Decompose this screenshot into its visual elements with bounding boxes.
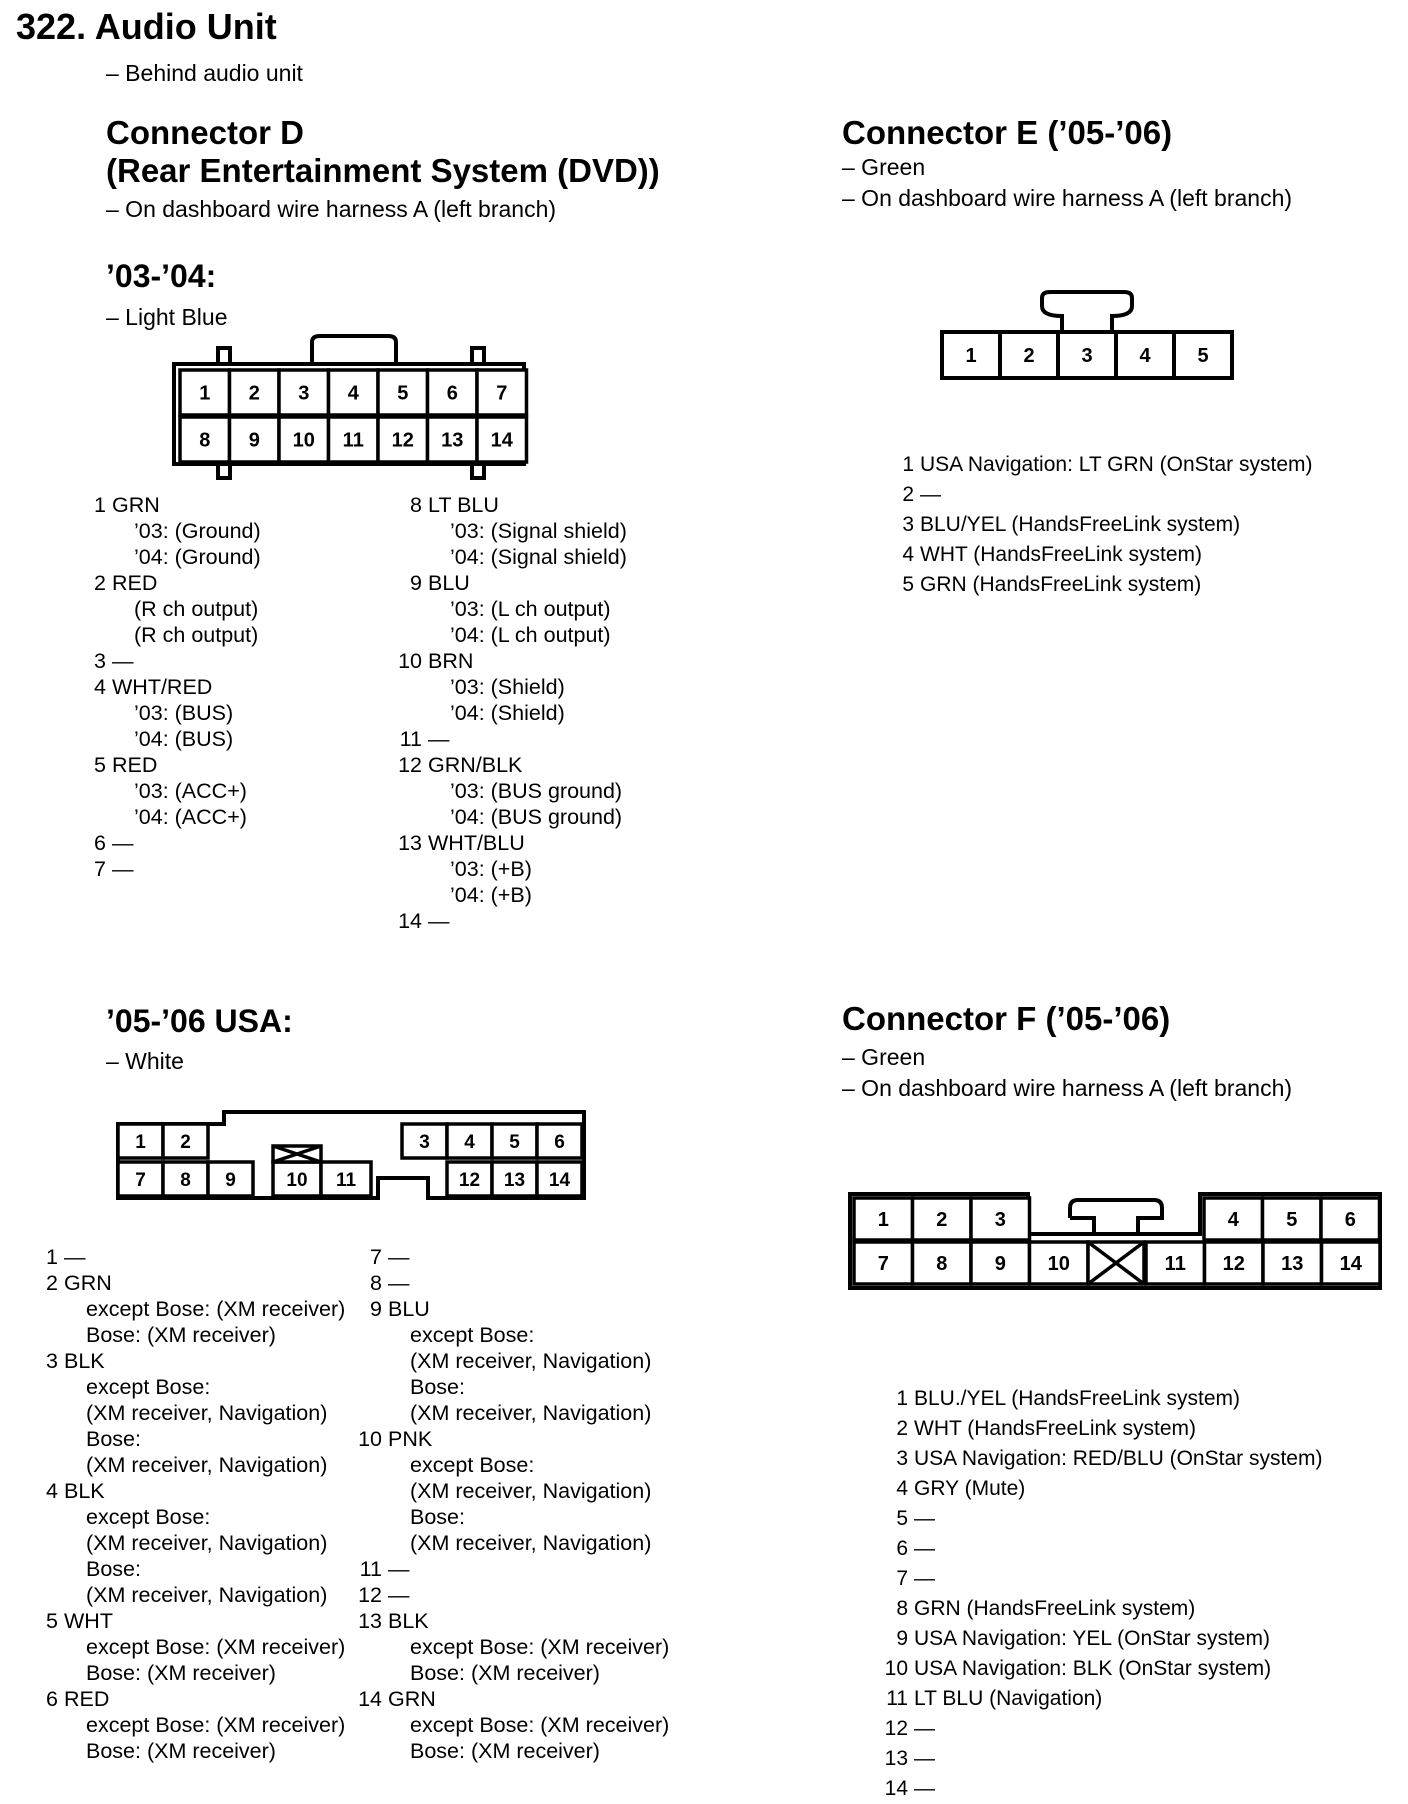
d0506-pin-10: 10 (286, 1169, 308, 1191)
pin-entry-12 (396, 752, 627, 830)
pin-entry-8 (396, 492, 627, 570)
pin-detail: Bose: (XM receiver) (410, 1739, 600, 1763)
pin-description: — (914, 1717, 935, 1740)
pin-detail: (R ch output) (134, 597, 259, 621)
pin-detail: (R ch output) (134, 623, 259, 647)
pin-wire-color: — (388, 1245, 410, 1269)
pin-detail: except Bose: (XM receiver) (86, 1635, 346, 1659)
f-pin-4: 4 (1227, 1209, 1239, 1232)
pin-number: 9 (896, 1627, 908, 1650)
d0506-pin-1: 1 (135, 1131, 146, 1153)
d0304-pin-1: 1 (199, 382, 211, 405)
pin-entry-11 (356, 1556, 669, 1582)
pin-entry-3 (882, 1444, 1322, 1474)
f-pin-10: 10 (1047, 1253, 1070, 1276)
pin-description: WHT (HandsFreeLink system) (914, 1417, 1197, 1440)
pin-number: 6 (94, 831, 106, 855)
pin-detail: ’03: (BUS ground) (450, 779, 623, 803)
pin-number: 7 (370, 1245, 382, 1269)
pin-wire-color: WHT (64, 1609, 113, 1633)
pin-entry-14 (396, 908, 627, 934)
pin-wire-color: WHT/RED (112, 675, 213, 699)
connector-d-header (106, 114, 660, 223)
pin-number: 8 (370, 1271, 382, 1295)
pin-number: 6 (46, 1687, 58, 1711)
pin-number: 4 (896, 1477, 908, 1500)
f-pin-13: 13 (1281, 1253, 1304, 1276)
pin-number: 10 (358, 1427, 382, 1451)
pin-wire-color: RED (112, 571, 158, 595)
pin-number: 7 (896, 1567, 908, 1590)
pin-description: — (914, 1747, 935, 1770)
pin-entry-3 (888, 510, 1313, 540)
pin-wire-color: — (388, 1271, 410, 1295)
d0304-pin-4: 4 (347, 382, 359, 405)
pin-number: 8 (410, 493, 422, 517)
pin-wire-color: — (428, 727, 450, 751)
d0304-pin-13: 13 (441, 429, 464, 452)
e-pin-2: 2 (1023, 345, 1035, 368)
connector-d-0304-left-pins (80, 492, 261, 882)
pin-description: LT BLU (Navigation) (914, 1687, 1103, 1710)
pin-detail: Bose: (86, 1427, 141, 1451)
d0506-pin-12: 12 (458, 1169, 481, 1191)
pin-detail: ’04: (+B) (450, 883, 532, 907)
pin-detail: (XM receiver, Navigation) (410, 1531, 652, 1555)
pin-entry-2 (80, 570, 261, 648)
d0506-pin-13: 13 (503, 1169, 526, 1191)
f-pin-2: 2 (936, 1209, 948, 1232)
pin-detail: except Bose: (86, 1505, 211, 1529)
pin-wire-color: PNK (388, 1427, 433, 1451)
pin-description: GRN (HandsFreeLink system) (920, 573, 1202, 596)
pin-number: 1 (902, 453, 914, 476)
pin-wire-color: BLK (64, 1479, 105, 1503)
pin-number: 13 (358, 1609, 382, 1633)
pin-wire-color: GRN/BLK (428, 753, 523, 777)
pin-wire-color: RED (64, 1687, 110, 1711)
pin-number: 14 (398, 909, 422, 933)
pin-description: BLU/YEL (HandsFreeLink system) (920, 513, 1241, 536)
e-pin-1: 1 (965, 345, 977, 368)
pin-entry-10 (396, 648, 627, 726)
pin-detail: except Bose: (XM receiver) (410, 1635, 670, 1659)
pin-number: 8 (896, 1597, 908, 1620)
pin-number: 4 (902, 543, 914, 566)
connector-d-subtitle: (Rear Entertainment System (DVD)) (106, 152, 660, 189)
d0506-pin-2: 2 (180, 1131, 191, 1153)
pin-detail: Bose: (86, 1557, 141, 1581)
pin-entry-2 (32, 1270, 345, 1348)
pin-detail: ’03: (ACC+) (134, 779, 247, 803)
pin-wire-color: LT BLU (428, 493, 499, 517)
connector-f-location: – On dashboard wire harness A (left branch) (842, 1075, 1293, 1101)
pin-number: 4 (94, 675, 106, 699)
f-pin-5: 5 (1286, 1209, 1298, 1232)
pin-number: 12 (358, 1583, 382, 1607)
connector-d-0506-left-pins (32, 1244, 345, 1764)
pin-number: 13 (884, 1747, 908, 1770)
connector-d-0304-diagram (170, 330, 540, 490)
pin-number: 3 (46, 1349, 58, 1373)
connector-d-0506-color: – White (106, 1048, 184, 1074)
pin-entry-11 (396, 726, 627, 752)
connector-e-title: Connector E (’05-’06) (842, 114, 1173, 151)
pin-number: 14 (358, 1687, 382, 1711)
pin-detail: ’03: (+B) (450, 857, 532, 881)
pin-entry-4 (80, 674, 261, 752)
pin-entry-3 (32, 1348, 345, 1478)
pin-entry-9 (356, 1296, 669, 1426)
pin-number: 9 (370, 1297, 382, 1321)
pin-description: GRY (Mute) (914, 1477, 1026, 1500)
pin-number: 1 (46, 1245, 58, 1269)
d0506-pin-3: 3 (419, 1131, 430, 1153)
f-pin-11: 11 (1164, 1253, 1186, 1276)
d0506-pin-7: 7 (135, 1169, 146, 1191)
connector-f-diagram (848, 1186, 1388, 1296)
f-pin-12: 12 (1222, 1253, 1245, 1276)
pin-detail: (XM receiver, Navigation) (86, 1453, 328, 1477)
f-pin-9: 9 (994, 1253, 1006, 1276)
pin-detail: ’04: (Signal shield) (450, 545, 627, 569)
pin-description: — (914, 1567, 935, 1590)
pin-number: 10 (884, 1657, 908, 1680)
pin-detail: Bose: (XM receiver) (410, 1661, 600, 1685)
pin-entry-12 (882, 1714, 1322, 1744)
pin-number: 2 (46, 1271, 58, 1295)
pin-entry-6 (80, 830, 261, 856)
f-pin-8: 8 (936, 1253, 948, 1276)
pin-detail: (XM receiver, Navigation) (86, 1583, 328, 1607)
pin-detail: except Bose: (XM receiver) (410, 1713, 670, 1737)
pin-entry-1 (80, 492, 261, 570)
pin-number: 3 (896, 1447, 908, 1470)
pin-wire-color: GRN (64, 1271, 112, 1295)
pin-detail: ’04: (ACC+) (134, 805, 247, 829)
pin-number: 1 (94, 493, 106, 517)
pin-wire-color: — (428, 909, 450, 933)
pin-entry-6 (32, 1686, 345, 1764)
e-pin-3: 3 (1081, 345, 1093, 368)
d0304-pin-2: 2 (248, 382, 260, 405)
d0506-pin-4: 4 (464, 1131, 475, 1153)
pin-detail: ’03: (BUS) (134, 701, 234, 725)
pin-detail: except Bose: (XM receiver) (86, 1297, 346, 1321)
pin-detail: ’04: (Ground) (134, 545, 261, 569)
pin-entry-5 (882, 1504, 1322, 1534)
pin-description: WHT (HandsFreeLink system) (920, 543, 1203, 566)
pin-entry-3 (80, 648, 261, 674)
pin-number: 5 (896, 1507, 908, 1530)
connector-f-color: – Green (842, 1044, 926, 1070)
pin-detail: (XM receiver, Navigation) (410, 1401, 652, 1425)
pin-entry-2 (882, 1414, 1322, 1444)
pin-entry-8 (882, 1594, 1322, 1624)
d0304-pin-6: 6 (446, 382, 458, 405)
d0506-pin-6: 6 (554, 1131, 565, 1153)
d0304-pin-11: 11 (342, 429, 364, 452)
pin-number: 5 (94, 753, 106, 777)
pin-wire-color: — (388, 1583, 410, 1607)
pin-description: — (914, 1537, 935, 1560)
pin-number: 11 (886, 1687, 908, 1710)
d0304-pin-14: 14 (490, 429, 513, 452)
pin-number: 10 (398, 649, 422, 673)
pin-entry-14 (882, 1774, 1322, 1804)
pin-description: — (920, 483, 941, 506)
d0304-pin-10: 10 (292, 429, 315, 452)
pin-number: 5 (902, 573, 914, 596)
pin-detail: (XM receiver, Navigation) (410, 1479, 652, 1503)
pin-entry-12 (356, 1582, 669, 1608)
d0304-pin-3: 3 (298, 382, 310, 405)
pin-description: USA Navigation: LT GRN (OnStar system) (920, 453, 1313, 476)
pin-wire-color: BLU (428, 571, 470, 595)
pin-detail: Bose: (XM receiver) (86, 1323, 276, 1347)
pin-entry-4 (32, 1478, 345, 1608)
pin-description: — (914, 1507, 935, 1530)
pin-wire-color: WHT/BLU (428, 831, 525, 855)
connector-d-0304-heading: ’03-’04: (106, 258, 217, 294)
pin-description: GRN (HandsFreeLink system) (914, 1597, 1196, 1620)
page-location: – Behind audio unit (106, 60, 303, 86)
connector-e-header (842, 114, 1292, 212)
pin-wire-color: — (112, 649, 134, 673)
pin-wire-color: — (112, 857, 134, 881)
f-pin-6: 6 (1344, 1209, 1356, 1232)
pin-entry-9 (396, 570, 627, 648)
connector-d-0506-heading: ’05-’06 USA: (106, 1003, 293, 1039)
pin-wire-color: — (388, 1557, 410, 1581)
pin-description: USA Navigation: YEL (OnStar system) (914, 1627, 1270, 1650)
connector-d-0304-right-pins (396, 492, 627, 934)
pin-number: 6 (896, 1537, 908, 1560)
pin-entry-1 (888, 450, 1313, 480)
pin-number: 13 (398, 831, 422, 855)
connector-e-location: – On dashboard wire harness A (left branch) (842, 185, 1293, 211)
pin-detail: Bose: (410, 1505, 465, 1529)
pin-entry-1 (882, 1384, 1322, 1414)
d0304-pin-9: 9 (248, 429, 260, 452)
e-pin-5: 5 (1197, 345, 1209, 368)
pin-number: 2 (94, 571, 106, 595)
pin-detail: except Bose: (410, 1453, 535, 1477)
pin-detail: ’04: (BUS) (134, 727, 234, 751)
e-pin-4: 4 (1139, 345, 1151, 368)
d0506-pin-14: 14 (548, 1169, 571, 1191)
pin-detail: ’03: (L ch output) (450, 597, 611, 621)
pin-wire-color: — (112, 831, 134, 855)
pin-entry-9 (882, 1624, 1322, 1654)
connector-f-title: Connector F (’05-’06) (842, 1000, 1171, 1037)
pin-number: 11 (359, 1557, 382, 1581)
pin-detail: (XM receiver, Navigation) (410, 1349, 652, 1373)
pin-entry-10 (356, 1426, 669, 1556)
connector-f-pins (882, 1384, 1322, 1804)
pin-wire-color: RED (112, 753, 158, 777)
pin-detail: (XM receiver, Navigation) (86, 1531, 328, 1555)
connector-e-color: – Green (842, 154, 926, 180)
d0506-pin-9: 9 (225, 1169, 236, 1191)
pin-entry-7 (356, 1244, 669, 1270)
pin-entry-11 (882, 1684, 1322, 1714)
pin-detail: ’03: (Shield) (450, 675, 565, 699)
f-pin-7: 7 (877, 1253, 889, 1276)
pin-entry-8 (356, 1270, 669, 1296)
pin-entry-14 (356, 1686, 669, 1764)
pin-detail: ’04: (L ch output) (450, 623, 611, 647)
connector-d-0506-diagram (110, 1110, 600, 1210)
d0506-pin-11: 11 (335, 1169, 357, 1191)
pin-detail: Bose: (XM receiver) (86, 1739, 276, 1763)
pin-number: 12 (884, 1717, 908, 1740)
pin-description: BLU./YEL (HandsFreeLink system) (914, 1387, 1241, 1410)
pin-detail: except Bose: (XM receiver) (86, 1713, 346, 1737)
pin-wire-color: GRN (112, 493, 160, 517)
pin-detail: Bose: (410, 1375, 465, 1399)
d0506-pin-8: 8 (180, 1169, 191, 1191)
d0304-pin-7: 7 (496, 382, 508, 405)
key-marker (273, 1146, 321, 1162)
pin-wire-color: BLK (64, 1349, 105, 1373)
pin-number: 1 (896, 1387, 908, 1410)
pin-number: 9 (410, 571, 422, 595)
pin-description: USA Navigation: BLK (OnStar system) (914, 1657, 1272, 1680)
pin-entry-6 (882, 1534, 1322, 1564)
pin-detail: Bose: (XM receiver) (86, 1661, 276, 1685)
pin-detail: ’04: (BUS ground) (450, 805, 623, 829)
pin-entry-1 (32, 1244, 345, 1270)
d0304-pin-5: 5 (397, 382, 409, 405)
pin-wire-color: — (64, 1245, 86, 1269)
pin-detail: except Bose: (410, 1323, 535, 1347)
pin-entry-13 (882, 1744, 1322, 1774)
connector-d-title: Connector D (106, 114, 304, 151)
pin-entry-4 (882, 1474, 1322, 1504)
d0304-pin-12: 12 (391, 429, 414, 452)
pin-entry-5 (888, 570, 1313, 600)
pin-entry-4 (888, 540, 1313, 570)
pin-number: 2 (896, 1417, 908, 1440)
pin-entry-2 (888, 480, 1313, 510)
pin-entry-7 (80, 856, 261, 882)
pin-description: — (914, 1777, 935, 1800)
pin-wire-color: GRN (388, 1687, 436, 1711)
d0506-pin-5: 5 (509, 1131, 520, 1153)
pin-wire-color: BRN (428, 649, 474, 673)
pin-detail: ’04: (Shield) (450, 701, 565, 725)
pin-entry-5 (80, 752, 261, 830)
pin-description: USA Navigation: RED/BLU (OnStar system) (914, 1447, 1323, 1470)
pin-number: 14 (884, 1777, 908, 1800)
connector-e-diagram (932, 286, 1242, 386)
pin-detail: except Bose: (86, 1375, 211, 1399)
pin-number: 11 (399, 727, 422, 751)
pin-number: 3 (94, 649, 106, 673)
pin-entry-10 (882, 1654, 1322, 1684)
pin-wire-color: BLU (388, 1297, 430, 1321)
pin-detail: (XM receiver, Navigation) (86, 1401, 328, 1425)
connector-d-location: – On dashboard wire harness A (left branch) (106, 196, 557, 222)
pin-entry-7 (882, 1564, 1322, 1594)
pin-detail: ’03: (Signal shield) (450, 519, 627, 543)
page-title: 322. Audio Unit (16, 6, 277, 47)
connector-d-0506-right-pins (356, 1244, 669, 1764)
f-pin-3: 3 (994, 1209, 1006, 1232)
pin-entry-5 (32, 1608, 345, 1686)
pin-number: 3 (902, 513, 914, 536)
f-pin-1: 1 (877, 1209, 889, 1232)
pin-entry-13 (396, 830, 627, 908)
pin-number: 2 (902, 483, 914, 506)
pin-number: 7 (94, 857, 106, 881)
pin-number: 12 (398, 753, 422, 777)
pin-entry-13 (356, 1608, 669, 1686)
pin-wire-color: BLK (388, 1609, 429, 1633)
pin-number: 5 (46, 1609, 58, 1633)
connector-f-header (842, 1000, 1292, 1102)
f-pin-14: 14 (1339, 1253, 1362, 1276)
d0304-pin-8: 8 (199, 429, 211, 452)
connector-e-pins (888, 450, 1313, 600)
connector-d-0304-color: – Light Blue (106, 304, 228, 330)
pin-number: 4 (46, 1479, 58, 1503)
pin-detail: ’03: (Ground) (134, 519, 261, 543)
